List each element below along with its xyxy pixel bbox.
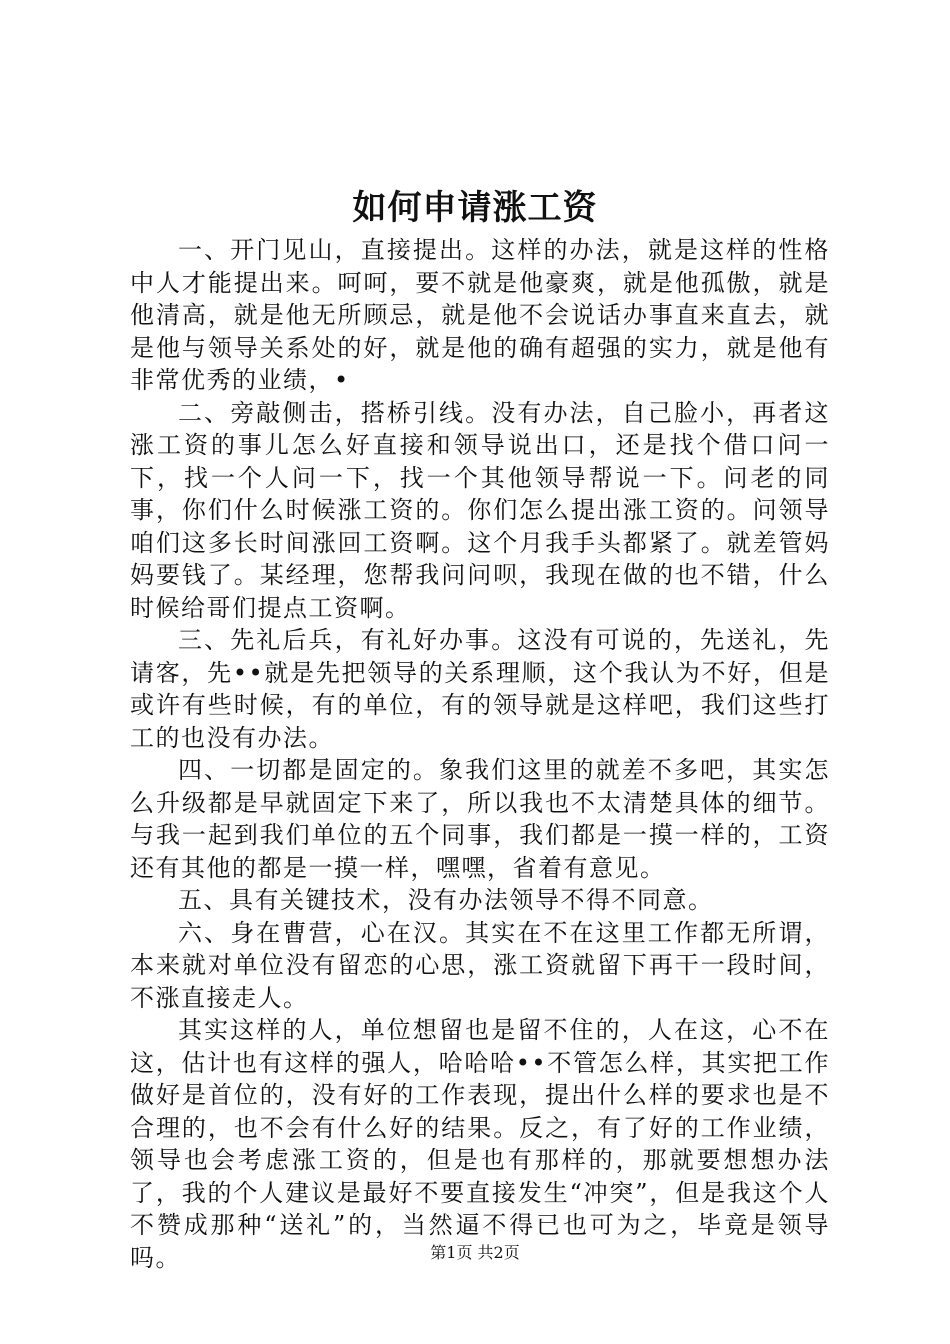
- paragraph-1: 一、开门见山，直接提出。这样的办法，就是这样的性格中人才能提出来。呵呵，要不就是他豪爽，就是他孤傲，就是他清高，就是他无所顾忌，就是他不会说话办事直来直去，就是他与领导关系处的好，就是他的确有超强的实力，就是他有非常优秀的业绩，•: [130, 236, 830, 394]
- paragraph-2: 二、旁敲侧击，搭桥引线。没有办法，自己脸小，再者这涨工资的事儿怎么好直接和领导说出口，还是找个借口问一下，找一个人问一下，找一个其他领导帮说一下。问老的同事，你们什么时候涨工资的。你们怎么提出涨工资的。问领导咱们这多长时间涨回工资啊。这个月我手头都紧了。就差管妈妈要钱了。某经理，您帮我问问呗，我现在做的也不错，什么时候给哥们提点工资啊。: [130, 398, 830, 622]
- paragraph-4: 四、一切都是固定的。象我们这里的就差不多吧，其实怎么升级都是早就固定下来了，所以我也不太清楚具体的细节。与我一起到我们单位的五个同事，我们都是一摸一样的，工资还有其他的都是一摸一样，嘿嘿，省着有意见。: [130, 756, 830, 882]
- paragraph-7: 其实这样的人，单位想留也是留不住的，人在这，心不在这，估计也有这样的强人，哈哈哈••不管怎么样，其实把工作做好是首位的，没有好的工作表现，提出什么样的要求也是不合理的，也不会有什么好的结果。反之，有了好的工作业绩，领导也会考虑涨工资的，但是也有那样的，那就要想想办法了，我的个人建议是最好不要直接发生“冲突”，但是我这个人不赞成那种“送礼”的，当然逼不得已也可为之，毕竟是领导吗。: [130, 1016, 830, 1272]
- document-body: [130, 234, 830, 1274]
- page-number-footer: 第1页 共2页: [430, 1243, 520, 1262]
- document-title: 如何申请涨工资: [352, 188, 598, 228]
- paragraph-6: 六、身在曹营，心在汉。其实在不在这里工作都无所谓，本来就对单位没有留恋的心思，涨工资就留下再干一段时间，不涨直接走人。: [130, 918, 830, 1012]
- paragraph-5: 五、具有关键技术，没有办法领导不得不同意。: [178, 886, 714, 914]
- paragraph-3: 三、先礼后兵，有礼好办事。这没有可说的，先送礼，先请客，先••就是先把领导的关系理顺，这个我认为不好，但是或许有些时候，有的单位，有的领导就是这样吧，我们这些打工的也没有办法。: [130, 626, 830, 752]
